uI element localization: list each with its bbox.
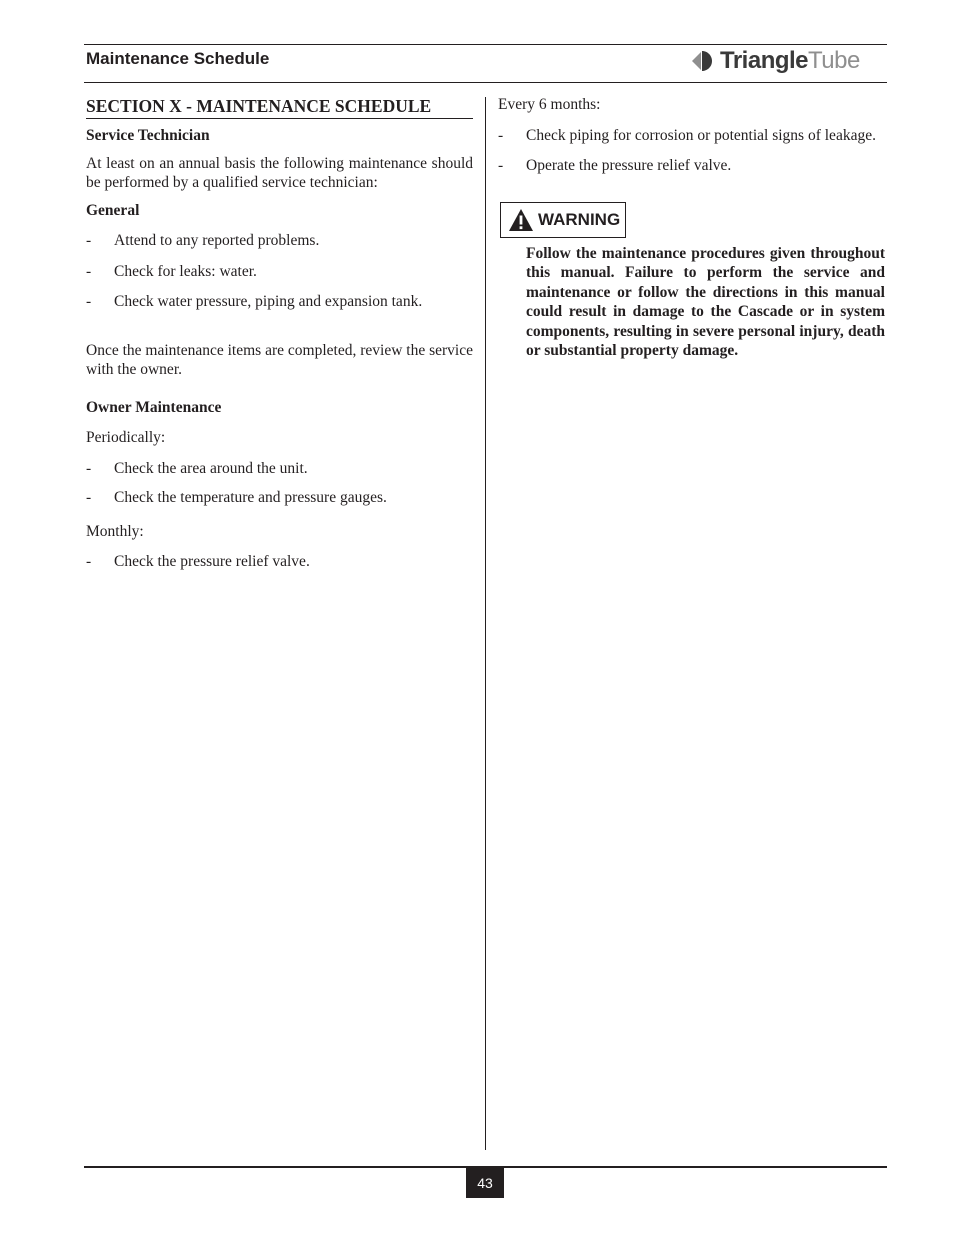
- list-item-text: Check water pressure, piping and expansion tank.: [114, 293, 423, 310]
- header-bottom-rule: [84, 82, 887, 83]
- list-item: [86, 552, 473, 572]
- list-dash: -: [86, 232, 92, 249]
- monthly-list: [86, 552, 473, 572]
- column-divider: [485, 97, 486, 1150]
- warning-label-box: [500, 202, 626, 238]
- brand-logo: [690, 46, 860, 76]
- header-top-rule: [84, 44, 887, 45]
- periodic-list: [86, 459, 473, 508]
- list-dash: -: [86, 262, 92, 280]
- owner-maintenance-heading: Owner Maintenance: [86, 398, 222, 416]
- periodically-label: Periodically:: [86, 429, 166, 446]
- list-dash: -: [86, 293, 92, 310]
- list-item-text: Check the area around the unit.: [114, 459, 308, 477]
- list-item: [86, 231, 473, 251]
- service-intro: At least on an annual basis the following maintenance should be performed by a qualified service technician:: [86, 154, 473, 191]
- triangletube-logo-icon: [690, 49, 714, 73]
- warning-label: WARNING: [538, 209, 621, 229]
- list-dash: -: [86, 553, 92, 570]
- list-dash: -: [498, 157, 504, 174]
- general-list: [86, 231, 473, 312]
- section-title: SECTION X - MAINTENANCE SCHEDULE: [86, 95, 473, 119]
- list-item-text: Check piping for corrosion or potential signs of leakage.: [526, 126, 876, 144]
- six-months-label: Every 6 months:: [498, 96, 601, 113]
- list-item: [498, 126, 885, 146]
- review-text: Once the maintenance items are completed, review the service with the owner.: [86, 341, 473, 378]
- right-column: [498, 95, 885, 361]
- general-heading: General: [86, 201, 140, 219]
- list-item-text: Check the pressure relief valve.: [114, 553, 310, 570]
- list-item-text: Check for leaks: water.: [114, 262, 257, 280]
- warning-triangle-icon: [508, 208, 534, 232]
- service-technician-heading: Service Technician: [86, 127, 210, 144]
- header-title: Maintenance Schedule: [86, 49, 270, 68]
- monthly-label: Monthly:: [86, 522, 144, 540]
- list-item: [86, 292, 473, 312]
- logo-wordmark-part2: Tube: [808, 47, 860, 74]
- list-item: [86, 488, 473, 508]
- warning-text: Follow the maintenance procedures given throughout this manual. Failure to perform the service and maintenance or follow the directions in this manual could result in damage to the Cascade or in system components, resulting in severe personal injury, death or substantial property damage.: [526, 244, 885, 359]
- page-number: 43: [466, 1168, 504, 1198]
- list-item-text: Check the temperature and pressure gauges.: [114, 489, 387, 506]
- list-item: [498, 156, 885, 176]
- list-item-text: Operate the pressure relief valve.: [526, 157, 732, 174]
- list-dash: -: [86, 459, 92, 477]
- left-column: [86, 95, 473, 583]
- six-month-list: [498, 126, 885, 176]
- list-item: [86, 262, 473, 282]
- list-item: [86, 459, 473, 479]
- list-dash: -: [498, 126, 504, 144]
- logo-wordmark-part1: Triangle: [720, 47, 809, 74]
- logo-wordmark: [720, 46, 860, 76]
- list-dash: -: [86, 489, 92, 506]
- list-item-text: Attend to any reported problems.: [114, 232, 320, 249]
